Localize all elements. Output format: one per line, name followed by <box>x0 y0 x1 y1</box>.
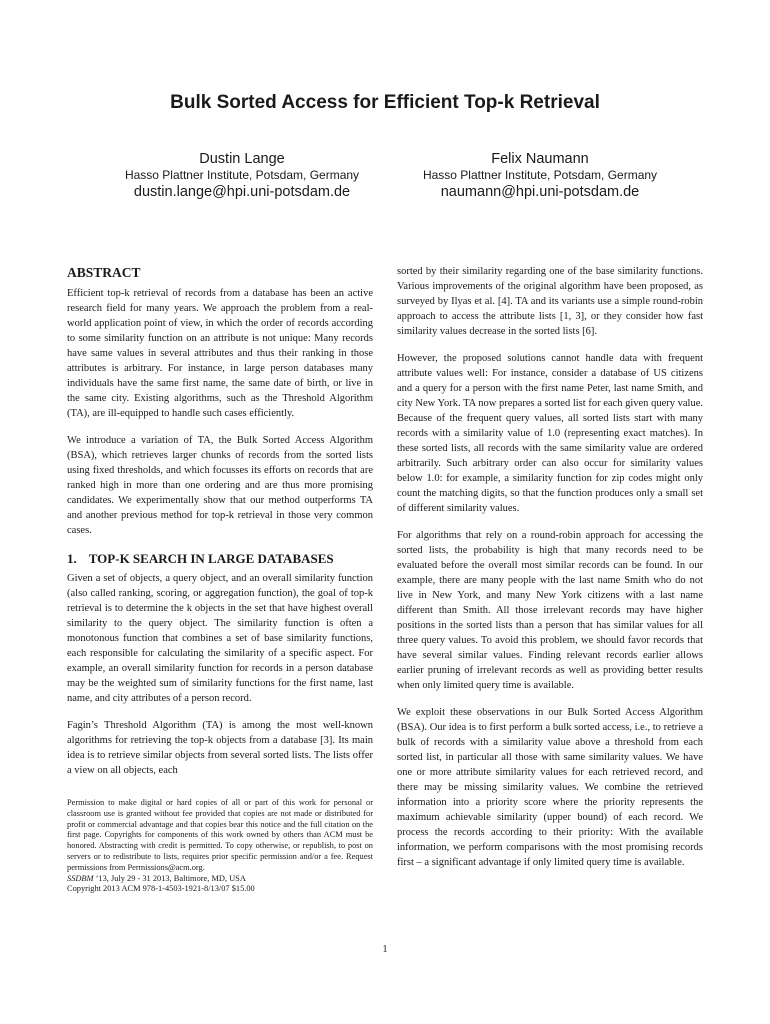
body-paragraph: sorted by their similarity regarding one of the base similarity functions. Various improvements of the original algorithm have been proposed, as surveyed by Ilyas et al. [4]. TA and its variants use a simple round-robin approach to access the attribute lists [1, 3], or they consider how fast similarity values decrease in the sorted lists [6]. <box>397 266 703 337</box>
body-paragraph: Given a set of objects, a query object, and an overall similarity function (also called ranking, scoring, or aggregation function), the goal of top-k retrieval is to determine the k objects in the set that have highest overall similarity to the query object. The similarity function is often a monotonous function that combines a set of base similarity functions, each responsible for calculating the similarity of a specific aspect. For example, an overall similarity function for records in a person database may be the weighted sum of similarity functions for the first name, last name, and city attributes of a person record. <box>67 573 373 704</box>
author-name: Dustin Lange <box>199 151 285 167</box>
author-name: Felix Naumann <box>491 151 589 167</box>
section-number: 1. <box>67 551 77 566</box>
author-email: dustin.lange@hpi.uni-potsdam.de <box>133 184 351 200</box>
venue-name: SSDBM <box>67 873 94 883</box>
paper-title: Bulk Sorted Access for Efficient Top-k Retrieval <box>170 92 600 113</box>
permission-notice <box>67 798 373 895</box>
author-affiliation: Hasso Plattner Institute, Potsdam, Germany <box>422 168 658 182</box>
abstract-paragraph: Efficient top-k retrieval of records from a database has been an active research field for many years. We approach the problem from a real-world application point of view, in which the order of records according to some similarity function on an attribute is not unique: Many records have same values in several attributes and thus their ranking in those attributes is arbitrary. For instance, in large person databases many individuals have the same first name, the same date of birth, or live in the same city. Existing algorithms, such as the Threshold Algorithm (TA), are ill-equipped to handle such cases efficiently. <box>67 288 373 419</box>
page-number: 1 <box>382 944 388 955</box>
section-heading <box>67 550 373 567</box>
body-paragraph: Fagin’s Threshold Algorithm (TA) is among the most well-known algorithms for retrieving the top-k objects from a database [3]. Its main idea is to retrieve similar objects from several sorted lists. The lists offer a view on all objects, each <box>67 720 373 776</box>
author-block <box>380 150 700 201</box>
venue-line <box>67 874 373 885</box>
copyright-line: Copyright 2013 ACM 978-1-4503-1921-8/13/07 $15.00 <box>67 884 255 894</box>
abstract-paragraph: We introduce a variation of TA, the Bulk Sorted Access Algorithm (BSA), which retrieves larger chunks of records from the sorted lists using fixed thresholds, and which focusses its efforts on records that are ranked high in more than one ordering and are thus more promising candidates. We experimentally show that our method outperforms TA and another previous method for top-k retrieval in those very common cases. <box>67 435 373 536</box>
body-paragraph: We exploit these observations in our Bulk Sorted Access Algorithm (BSA). Our idea is to first perform a bulk sorted access, i.e., to retrieve a bulk of records with a similarity value above a threshold from each sorted list, in particular all those with same similarity values. We have one or more attribute similarity values for each retrieved record, and there may be missing similarity values. We combine the retrieved information into a priority score where the priority represents the maximum achievable similarity (upper bound) of each record. We process the records according to their priority: With the available information, we perform comparisons with the most promising records first – a significant advantage if only limited query time is available. <box>397 707 703 868</box>
section-title: TOP-K SEARCH IN LARGE DATABASES <box>88 551 334 566</box>
abstract-heading: ABSTRACT <box>67 265 141 280</box>
left-column <box>67 264 373 895</box>
right-column <box>397 264 703 882</box>
author-email: naumann@hpi.uni-potsdam.de <box>440 184 640 200</box>
venue-details: ’13, July 29 - 31 2013, Baltimore, MD, USA <box>93 873 246 883</box>
body-paragraph: For algorithms that rely on a round-robin approach for accessing the sorted lists, the probability is high that many records need to be evaluated before the overall most similar records can be found. In our example, there are many people with the last name Smith who do not live in New York, and many New York citizens with a last name different than Smith. All those irrelevant records may have higher positions in the sorted lists than a person that has similar values for all three query values. To avoid this problem, we should favor records that have several similar values. Finding relevant records earlier allows earlier pruning of irrelevant records as well as providing better results when only limited query time is available. <box>397 530 703 691</box>
author-affiliation: Hasso Plattner Institute, Potsdam, Germany <box>124 168 360 182</box>
author-block <box>82 150 402 201</box>
permission-text: Permission to make digital or hard copies of all or part of this work for personal or classroom use is granted without fee provided that copies are not made or distributed for profit or commercial advantage and that copies bear this notice and the full citation on the first page. Copyrights for components of this work owned by others than ACM must be honored. Abstracting with credit is permitted. To copy otherwise, or republish, to post on servers or to redistribute to lists, requires prior specific permission and/or a fee. Request permissions from Permissions@acm.org. <box>67 798 373 872</box>
body-paragraph: However, the proposed solutions cannot handle data with frequent attribute values well: For instance, consider a database of US citizens and a query for a person with the first name Peter, last name Smith, and city New York. TA now prepares a sorted list for each given query value. Because of the frequent query values, all sorted lists start with many records with a similarity value of 1.0 (representing exact matches). In these sorted lists, all records with the same similarity value are ordered arbitrarily. Such arbitrary order can also occur for similarity values below 1.0: for example, a similarity function for zip codes might only count the matching digits, so that the function produces only a small set of different similarity values. <box>397 353 703 514</box>
